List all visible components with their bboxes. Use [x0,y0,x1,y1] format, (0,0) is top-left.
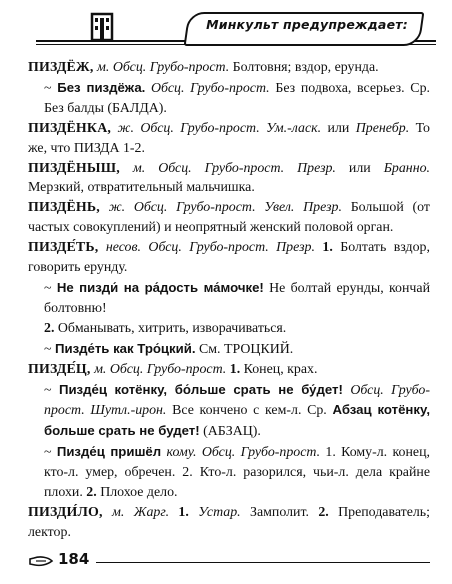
header-banner-text: Минкульт предупреждает: [206,17,408,32]
entry-headword: ПИЗДЕ́ТЬ, [28,240,99,256]
page-header [0,0,452,60]
dictionary-entry [28,159,430,199]
entry-subsense [44,339,430,360]
entry-subsense [44,278,430,319]
entry-subsense [44,78,430,119]
dictionary-entry [28,119,430,159]
entry-label: Устар. [198,504,241,520]
entry-headword: ПИЗДИ́ЛО, [28,504,103,520]
entry-label: Обсц. Грубо-прост. Шутл.-ирон. [44,382,431,419]
footer-rule [96,562,430,563]
entry-label: Обсц. Грубо-прост. [145,80,270,96]
sense-number: 2. [318,504,329,520]
entry-text: Обманывать, хитрить, изворачиваться. [54,320,287,336]
sense-number: 1. [178,504,189,520]
entry-text: ~ [44,445,57,461]
dictionary-entry [28,198,430,238]
entry-subsense [44,380,430,443]
entry-text: Конец, крах. [240,361,318,377]
entry-headword: ПИЗДЕ́Ц, [28,361,91,377]
entry-text: Преподаватель; лектор. [28,504,430,540]
entry-text: Замполит. [240,504,319,520]
dictionary-entries [28,58,430,543]
entry-phrase: Пизде́ц котёнку, бо́льше срать не бу́дет! [58,381,343,397]
entry-subsense [44,319,430,339]
entry-text: Мерзкий, отвратительный мальчишка. [28,180,255,196]
dictionary-entry [28,503,430,543]
entry-text: ~ [44,382,59,398]
entry-label: несов. Обсц. Грубо-прост. Презр. [98,240,315,256]
dictionary-entry [28,238,430,278]
entry-label: Бранно. [383,160,431,176]
entry-text: Большой (от частых совокуплений) и неопрятный женский половой орган. [28,200,430,236]
entry-label: ж. Обсц. Грубо-прост. Ум.-ласк. [111,120,322,136]
entry-text: Без подвоха, всерьез. Ср. Без балды (БАЛДА). [44,80,430,116]
building-icon [88,10,116,44]
entry-text: То же, что ПИЗДА 1-2. [28,120,430,156]
sense-number: 2. [44,320,55,336]
entry-text: Болтовня; вздор, ерунда. [229,60,379,75]
entry-label: м. Жарг. [102,504,170,520]
entry-label: ж. Обсц. Грубо-прост. Увел. Презр. [99,200,342,216]
entry-text: Болтать вздор, говорить ерунду. [28,240,430,276]
entry-headword: ПИЗДЁНЬ, [28,200,100,216]
sense-number: 1. [322,240,333,256]
dictionary-entry [28,360,430,380]
entry-text: ~ [44,280,57,296]
entry-text: ~ [44,80,58,96]
entry-label: м. Обсц. Грубо-прост. [93,60,230,75]
entry-subsense [44,442,430,503]
sense-number: 2. [86,485,97,501]
entry-text: Не болтай ерунды, кончай болтовню! [44,280,430,316]
entry-phrase: Без пиздёжа. [57,79,146,95]
entry-label: Пренебр. [355,120,410,136]
pointing-hand-icon [28,553,54,569]
page-number: 184 [58,550,90,568]
entry-text: или [335,160,384,176]
entry-phrase: Абзац котёнку, больше срать не будет! [44,402,431,439]
entry-text: Плохое дело. [96,485,178,501]
entry-text: (АБЗАЦ). [199,424,261,440]
entry-text [189,505,198,520]
entry-text: или [321,120,356,136]
dictionary-entry [28,58,430,78]
entry-text: ~ [44,341,55,357]
entry-text: Все кончено с кем-л. Ср. [166,403,333,419]
sense-number: 1. [229,361,241,377]
entry-headword: ПИЗДЁНКА, [28,120,112,136]
entry-headword: ПИЗДЁНЫШ, [28,160,120,176]
entry-phrase: Пизде́ц пришёл [56,444,162,460]
entry-text: 1. Кому-л. конец, кто-л. умер, обречен. 2. Кто-л. разорился, чьи-л. дела крайне плохи. [44,445,430,501]
entry-label: м. Обсц. Грубо-прост. [90,361,227,377]
entry-headword: ПИЗДЁЖ, [28,60,94,75]
entry-text: См. ТРОЦКИЙ. [195,341,294,357]
entry-label: кому. Обсц. Грубо-прост. [161,445,321,461]
entry-phrase: Пизде́ть как Тро́цкий. [55,340,196,356]
entry-phrase: Не пизди́ на ра́дость ма́мочке! [56,279,264,295]
entry-label: м. Обсц. Грубо-прост. Презр. [119,160,336,176]
